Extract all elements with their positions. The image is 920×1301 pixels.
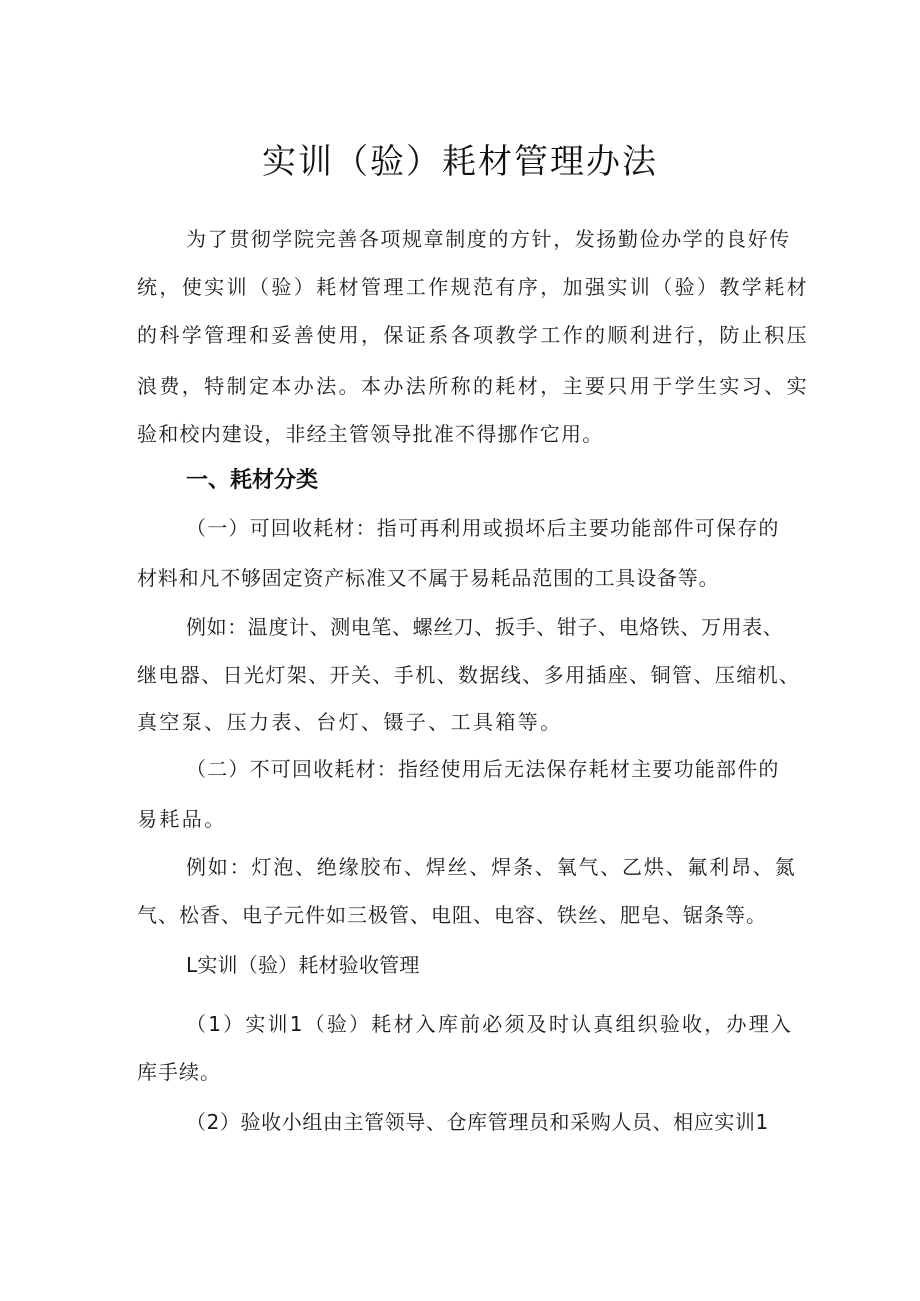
paragraph-line: 材料和凡不够固定资产标准又不属于易耗品范围的工具设备等。	[137, 566, 720, 590]
paragraph-line: （2）验收小组由主管领导、仓库管理员和采购人员、相应实训1	[186, 1110, 769, 1134]
paragraph-line: L实训（验）耗材验收管理	[186, 953, 420, 977]
paragraph-line: 例如：灯泡、绝缘胶布、焊丝、焊条、氧气、乙烘、氟利昂、氮	[186, 855, 797, 879]
paragraph-line: （1）实训1（验）耗材入库前必须及时认真组织验收，办理入	[186, 1012, 794, 1036]
paragraph-line: 继电器、日光灯架、开关、手机、数据线、多用插座、铜管、压缩机、	[137, 663, 801, 687]
paragraph-line: 气、松香、电子元件如三极管、电阻、电容、铁丝、肥皂、锯条等。	[137, 903, 767, 927]
paragraph-line: 验和校内建设，非经主管领导批准不得挪作它用。	[137, 422, 604, 446]
document-title: 实训（验）耗材管理办法	[262, 142, 658, 182]
section-heading: 一、耗材分类	[186, 468, 319, 493]
paragraph-line: （一）可回收耗材：指可再利用或损坏后主要功能部件可保存的	[186, 516, 780, 540]
paragraph-line: 浪费，特制定本办法。本办法所称的耗材，主要只用于学生实习、实	[137, 374, 809, 398]
paragraph-line: 库手续。	[137, 1060, 221, 1084]
paragraph-line: 的科学管理和妥善使用，保证系各项教学工作的顺利进行，防止积压	[137, 323, 809, 347]
paragraph-line: 为了贯彻学院完善各项规章制度的方针，发扬勤俭办学的良好传	[186, 227, 791, 251]
paragraph-line: 真空泵、压力表、台灯、镊子、工具箱等。	[137, 710, 563, 734]
paragraph-line: 例如：温度计、测电笔、螺丝刀、扳手、钳子、电烙铁、万用表、	[186, 615, 784, 639]
paragraph-line: 易耗品。	[137, 807, 227, 831]
paragraph-line: 统，使实训（验）耗材管理工作规范有序，加强实训（验）教学耗材	[137, 275, 809, 299]
paragraph-line: （二）不可回收耗材：指经使用后无法保存耗材主要功能部件的	[186, 757, 780, 781]
